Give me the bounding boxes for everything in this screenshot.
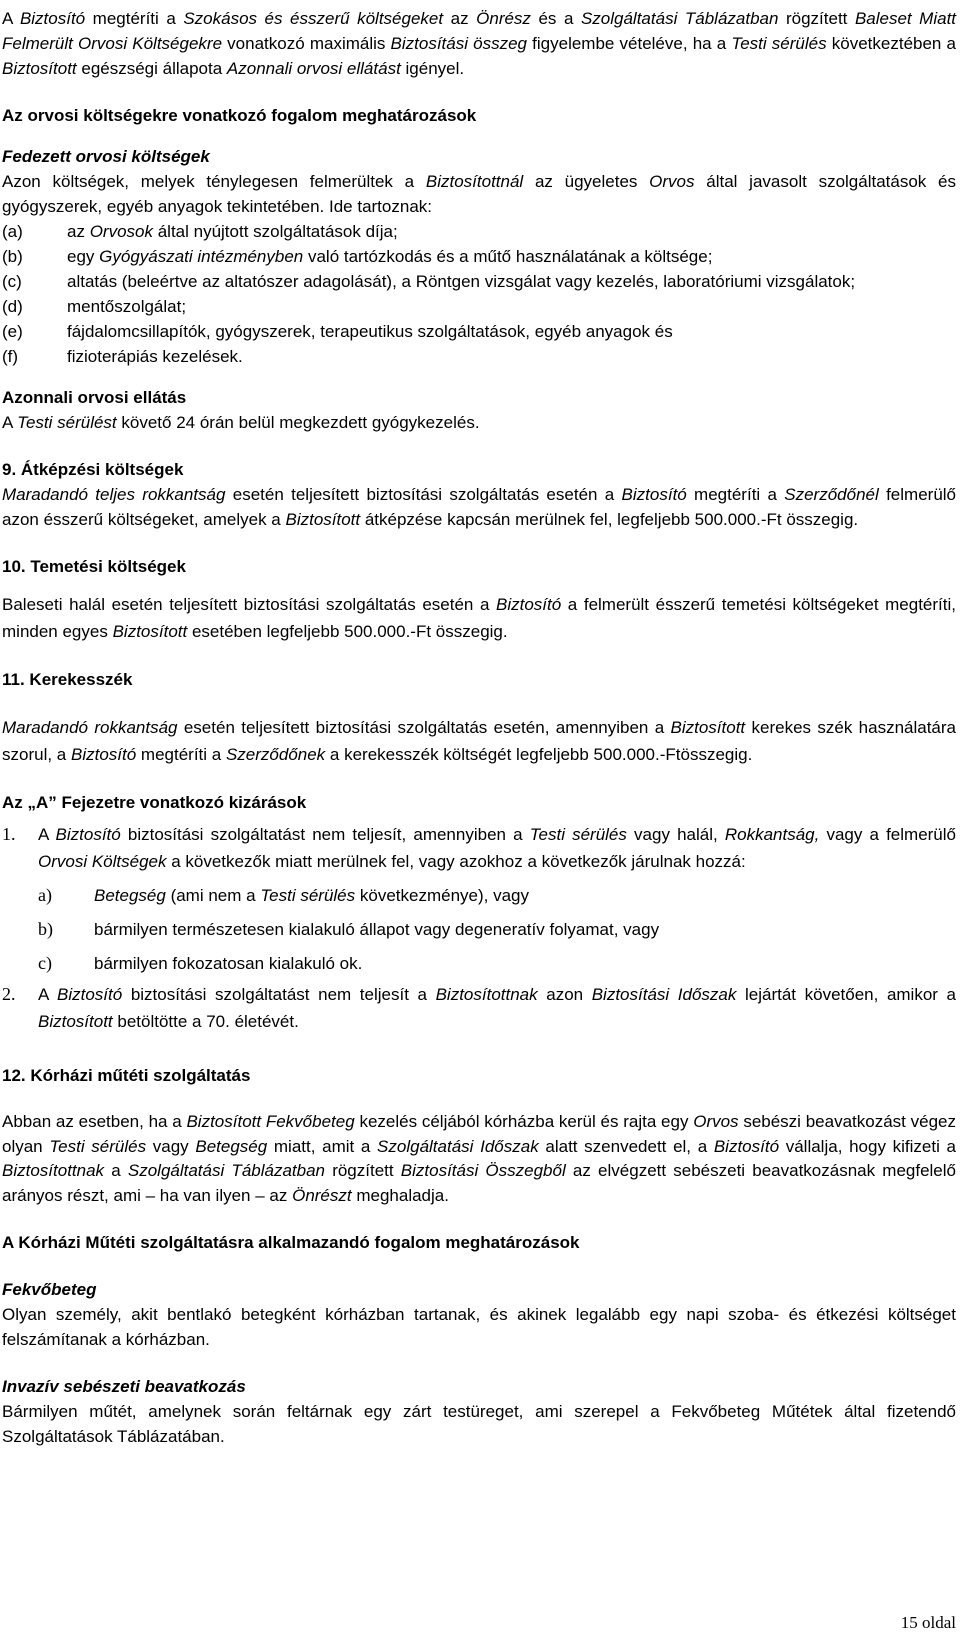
text-run: által nyújtott szolgáltatások díja; [152, 222, 398, 241]
defined-term: Betegség [195, 1136, 268, 1156]
defined-term: Maradandó teljes rokkantság [2, 485, 226, 504]
text-run: vonatkozó maximális [222, 34, 391, 53]
section-heading-10: 10. Temetési költségek [2, 557, 186, 576]
text-run: az elvégzett sebészeti beavatkozásnak megfelelő arányos részt, ami – ha van ilyen – az [2, 1161, 956, 1205]
text-run: Olyan személy, akit bentlakó betegként kórházban tartanak, és akinek legalább egy napi szoba- és étkezési költséget felszámítanak a kórházban. [2, 1305, 956, 1349]
defined-term: Biztosító [70, 745, 137, 764]
text-run: és a [530, 9, 581, 28]
defined-term: Biztosító [496, 595, 562, 614]
text-run: követő 24 órán belül megkezdett gyógykezelés. [116, 413, 480, 432]
text-run: megtéríti a [136, 745, 226, 764]
text-run: egészségi állapota [76, 59, 227, 78]
defined-term: Biztosított [38, 1012, 113, 1031]
list-item-label: (e) [2, 322, 23, 341]
list-item [2, 244, 956, 269]
section-heading-orvosi-fogalom: Az orvosi költségekre vonatkozó fogalom meghatározások [2, 106, 477, 125]
defined-term: Azonnali orvosi ellátást [226, 59, 401, 78]
text-run: esetén teljesített biztosítási szolgáltatás esetén a [225, 485, 622, 504]
list-item [2, 319, 956, 344]
text-run: vagy [146, 1136, 196, 1156]
defined-term: Biztosítási Időszak [591, 985, 737, 1004]
defined-term: Testi sérülést [17, 413, 117, 432]
paragraph-invaziv [2, 1399, 956, 1449]
text-run: Azon költségek, melyek ténylegesen felmerültek a [2, 172, 426, 191]
defined-term: Önrészt [292, 1185, 352, 1205]
defined-term: Orvosok [89, 222, 153, 241]
exclusion-text [38, 981, 956, 1035]
text-run: a [104, 1161, 128, 1180]
defined-term: Szolgáltatási Táblázatban [580, 9, 779, 28]
text-run: fizioterápiás kezelések. [67, 347, 243, 366]
list-item [2, 344, 956, 369]
defined-term: Maradandó rokkantság [2, 718, 178, 737]
text-run: Baleseti halál esetén teljesített biztosítási szolgáltatás esetén a [2, 595, 497, 614]
defined-term: Biztosítási Összegből [400, 1161, 566, 1180]
list-item-label: (d) [2, 297, 23, 316]
text-run: a kerekesszék költségét legfeljebb 500.000.-Ftösszegig. [325, 745, 753, 764]
paragraph-azonnali [2, 410, 956, 435]
list-item-text [67, 294, 956, 319]
intro-paragraph [2, 6, 956, 81]
exclusion-subitem-text [94, 882, 956, 909]
defined-term: Biztosítási összeg [390, 34, 528, 53]
exclusions-list [2, 821, 956, 1035]
defined-term: Testi sérülés [529, 825, 627, 844]
list-item-label: (b) [2, 247, 23, 266]
defined-term: Szolgáltatási Táblázatban [127, 1161, 326, 1180]
defined-term: Biztosított Fekvőbeteg [186, 1112, 355, 1131]
text-run: kezelés céljából kórházba kerül és rajta egy [354, 1112, 694, 1131]
text-run: vállalja, hogy kifizeti a [779, 1136, 956, 1156]
text-run: rögzített [325, 1161, 401, 1180]
exclusion-subitem-label: a) [38, 885, 52, 905]
text-run: megtéríti a [686, 485, 785, 504]
list-item-label: (c) [2, 272, 22, 291]
text-run: felmerülő azon ésszerű költségeket, amelyek a [2, 485, 957, 529]
text-run: rögzített [778, 9, 855, 28]
term-heading-invaziv: Invazív sebészeti beavatkozás [2, 1377, 246, 1396]
text-run: alatt szenvedett el, a [538, 1136, 714, 1156]
defined-term: Biztosító [55, 825, 121, 844]
text-run: miatt, amit a [267, 1136, 378, 1156]
defined-term: Szerződőnek [225, 745, 326, 764]
section-heading-11: 11. Kerekesszék [2, 670, 133, 689]
paragraph-9 [2, 482, 956, 532]
defined-term: Szerződőnél [784, 485, 879, 504]
text-run: A [2, 413, 18, 432]
defined-term: Biztosított [2, 59, 77, 78]
defined-term: Rokkantság, [724, 825, 820, 844]
text-run: vagy a felmerülő [819, 825, 956, 844]
text-run: az [443, 9, 477, 28]
text-run: biztosítási szolgáltatást nem teljesít a [122, 985, 436, 1004]
exclusion-number: 2. [2, 984, 16, 1004]
text-run: által javasolt szolgáltatások és gyógyszerek, egyéb anyagok tekintetében. Ide tartoznak: [2, 172, 956, 216]
text-run: sebészi beavatkozást végez olyan [2, 1112, 956, 1156]
page-number: 15 oldal [900, 1613, 956, 1632]
text-run: következménye), vagy [355, 886, 529, 905]
defined-term: Orvos [649, 172, 695, 191]
paragraph-fedezett [2, 169, 956, 219]
defined-term: Biztosítottnak [435, 985, 538, 1004]
defined-term: Gyógyászati intézményben [99, 247, 304, 266]
list-item-text [67, 244, 956, 269]
defined-term: Betegség [94, 886, 166, 905]
text-run: A [38, 825, 56, 844]
exclusion-subitem [38, 882, 956, 909]
defined-term: Önrész [476, 9, 531, 28]
defined-term: Biztosítottnak [2, 1161, 105, 1180]
defined-term: Biztosított [112, 622, 188, 641]
text-run: biztosítási szolgáltatást nem teljesít, amennyiben a [120, 825, 530, 844]
exclusion-item [2, 981, 956, 1035]
text-run: egy [67, 247, 100, 266]
exclusion-subitem-label: b) [38, 919, 53, 939]
text-run: az ügyeletes [523, 172, 650, 191]
text-run: Bármilyen műtét, amelynek során feltárnak egy zárt testüreget, ami szerepel a Fekvőbeteg Műtétek által fizetendő Szolgáltatások Táblázatában. [2, 1402, 956, 1446]
paragraph-11 [2, 714, 956, 768]
text-run: A [38, 985, 58, 1004]
defined-term: Biztosított [670, 718, 746, 737]
term-heading-fekvobeteg: Fekvőbeteg [2, 1280, 97, 1299]
defined-term: Testi sérülés [49, 1136, 147, 1156]
exclusion-text [38, 821, 956, 875]
defined-term: Biztosító [57, 985, 123, 1004]
text-run: bármilyen fokozatosan kialakuló ok. [94, 954, 363, 973]
text-run: bármilyen természetesen kialakuló állapot vagy degeneratív folyamat, vagy [94, 920, 660, 939]
section-heading-korhazi-fogalom: A Kórházi Műtéti szolgáltatásra alkalmazandó fogalom meghatározások [2, 1233, 580, 1252]
list-item-text [67, 319, 956, 344]
exclusion-subitem-text [94, 916, 956, 943]
defined-term: Szokásos és ésszerű költségeket [183, 9, 444, 28]
list-item-text [67, 219, 956, 244]
list-item [2, 294, 956, 319]
text-run: betöltötte a 70. életévét. [112, 1012, 299, 1031]
paragraph-10 [2, 591, 956, 645]
defined-term: Biztosítottnál [425, 172, 524, 191]
list-item-label: (f) [2, 347, 19, 366]
text-run: Abban az esetben, ha a [2, 1112, 187, 1131]
term-heading-fedezett: Fedezett orvosi költségek [2, 147, 210, 166]
text-run: figyelembe vételéve, ha a [527, 34, 732, 53]
text-run: átképzése kapcsán merülnek fel, legfeljebb 500.000.-Ft összegig. [360, 510, 859, 529]
text-run: azon [537, 985, 592, 1004]
text-run: kerekes szék használatára szorul, a [2, 718, 956, 764]
list-item-text [67, 344, 956, 369]
exclusion-number: 1. [2, 824, 16, 844]
defined-term: Testi sérülés [260, 886, 356, 905]
exclusion-item [2, 821, 956, 875]
section-heading-9: 9. Átképzési költségek [2, 460, 184, 479]
exclusion-subitem [38, 950, 956, 977]
paragraph-fekvobeteg [2, 1302, 956, 1352]
text-run: esetében legfeljebb 500.000.-Ft összegig. [187, 622, 508, 641]
section-heading-12: 12. Kórházi műtéti szolgáltatás [2, 1066, 251, 1085]
text-run: a felmerült ésszerű temetési költségeket megtéríti, minden egyes [2, 595, 956, 641]
text-run: esetén teljesített biztosítási szolgáltatás esetén, amennyiben a [177, 718, 671, 737]
text-run: lejártát követően, amikor a [736, 985, 957, 1004]
defined-term: Baleset Miatt Felmerült Orvosi Költségekre [2, 9, 957, 53]
defined-term: Szolgáltatási Időszak [377, 1136, 539, 1156]
text-run: a következők miatt merülnek fel, vagy azokhoz a következők járulnak hozzá: [166, 852, 746, 871]
text-run: meghaladja. [351, 1185, 449, 1205]
text-run: altatás (beleértve az altatószer adagolását), a Röntgen vizsgálat vagy kezelés, laboratóriumi vizsgálatok; [67, 272, 856, 291]
text-run: az [67, 222, 90, 241]
defined-term: Orvos [693, 1112, 739, 1131]
text-run: (ami nem a [165, 886, 261, 905]
section-heading-kizarasok: Az „A” Fejezetre vonatkozó kizárások [2, 793, 307, 812]
list-item-label: (a) [2, 222, 23, 241]
text-run: igényel. [400, 59, 465, 78]
defined-term: Orvosi Költségek [38, 852, 167, 871]
exclusion-subitem-text [94, 950, 956, 977]
defined-term: Biztosító [713, 1136, 780, 1156]
fedezett-list [2, 219, 956, 369]
exclusion-subitem [38, 916, 956, 943]
text-run: vagy halál, [626, 825, 725, 844]
list-item [2, 219, 956, 244]
text-run: mentőszolgálat; [67, 297, 187, 316]
text-run: fájdalomcsillapítók, gyógyszerek, terapeutikus szolgáltatások, egyéb anyagok és [67, 322, 673, 341]
text-run: A [2, 9, 20, 28]
exclusion-subitem-label: c) [38, 953, 52, 973]
text-run: való tartózkodás és a műtő használatának a költsége; [303, 247, 713, 266]
text-run: következtében a [826, 34, 956, 53]
defined-term: Biztosító [19, 9, 86, 28]
term-heading-azonnali: Azonnali orvosi ellátás [2, 388, 187, 407]
defined-term: Biztosított [285, 510, 361, 529]
text-run: megtéríti a [85, 9, 184, 28]
defined-term: Biztosító [621, 485, 687, 504]
list-item [2, 269, 956, 294]
defined-term: Testi sérülés [731, 34, 827, 53]
paragraph-12 [2, 1110, 956, 1208]
